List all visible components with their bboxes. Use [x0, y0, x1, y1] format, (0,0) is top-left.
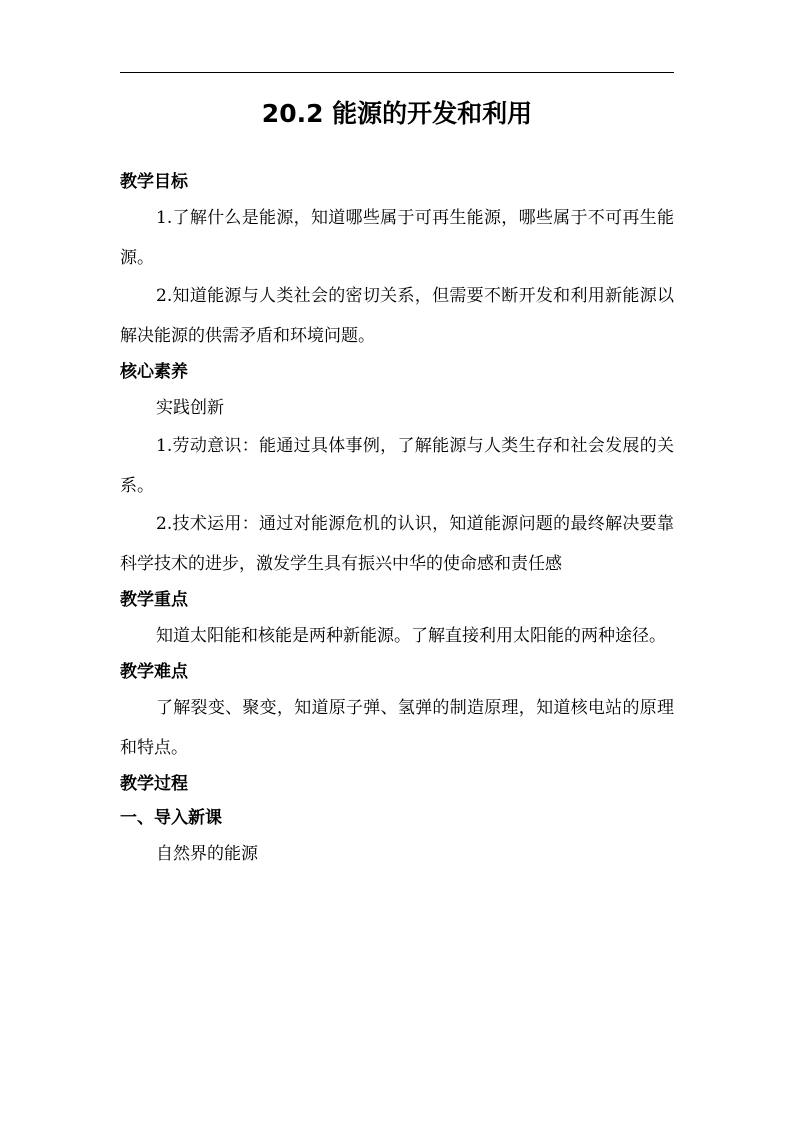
header-rule	[120, 72, 674, 73]
heading-key-points: 教学重点	[120, 590, 188, 610]
heading-difficulties: 教学难点	[120, 662, 188, 682]
heading-teaching-process: 教学过程	[120, 774, 188, 794]
heading-step-1: 一、导入新课	[120, 808, 222, 828]
literacy-subheading: 实践创新	[156, 398, 224, 418]
difficulties-text: 了解裂变、聚变，知道原子弹、氢弹的制造原理，知道核电站的原理和特点。	[120, 698, 674, 758]
document-title: 20.2 能源的开发和利用	[261, 99, 533, 128]
document-content	[120, 92, 674, 880]
literacy-item-2: 2.技术运用：通过对能源危机的认识，知道能源问题的最终解决要靠科学技术的进步，激发学生具有振兴中华的使命感和责任感	[120, 514, 674, 574]
literacy-item-1: 1.劳动意识：能通过具体事例，了解能源与人类生存和社会发展的关系。	[120, 436, 674, 496]
heading-core-literacy: 核心素养	[120, 362, 188, 382]
key-points-text: 知道太阳能和核能是两种新能源。了解直接利用太阳能的两种途径。	[156, 626, 666, 646]
step-1-text: 自然界的能源	[156, 844, 258, 864]
goal-item-2: 2.知道能源与人类社会的密切关系，但需要不断开发和利用新能源以解决能源的供需矛盾和环境问题。	[120, 286, 674, 346]
goal-item-1: 1.了解什么是能源，知道哪些属于可再生能源，哪些属于不可再生能源。	[120, 208, 674, 268]
heading-teaching-goals: 教学目标	[120, 172, 188, 192]
